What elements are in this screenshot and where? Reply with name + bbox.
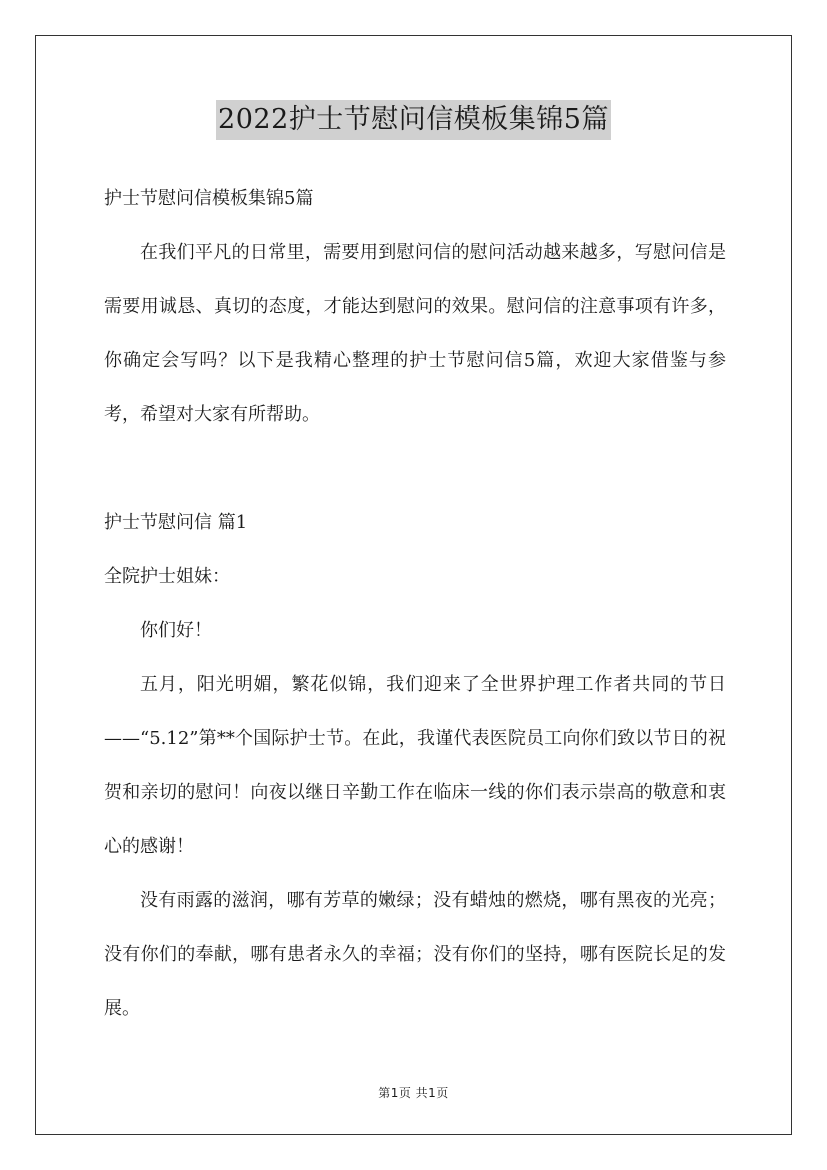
document-title: 2022护士节慰问信模板集锦5篇	[216, 100, 611, 140]
letter-greeting: 你们好！	[140, 620, 212, 641]
letter-salutation: 全院护士姐妹：	[104, 566, 230, 587]
section-heading: 护士节慰问信 篇1	[104, 512, 248, 533]
letter-paragraph: 没有雨露的滋润，哪有芳草的嫩绿；没有蜡烛的燃烧，哪有黑夜的光亮；没有你们的奉献，哪有患者永久的幸福；没有你们的坚持，哪有医院长足的发展。	[104, 890, 726, 1019]
section-spacer	[104, 442, 726, 496]
intro-paragraph: 在我们平凡的日常里，需要用到慰问信的慰问活动越来越多，写慰问信是需要用诚恳、真切的态度，才能达到慰问的效果。慰问信的注意事项有许多，你确定会写吗？以下是我精心整理的护士节慰问信5篇，欢迎大家借鉴与参考，希望对大家有所帮助。	[104, 242, 726, 425]
title-container	[0, 100, 827, 140]
document-body	[104, 172, 726, 1036]
document-subtitle: 护士节慰问信模板集锦5篇	[104, 188, 314, 209]
page-footer: 第1页 共1页	[378, 1086, 449, 1100]
letter-paragraph: 五月，阳光明媚，繁花似锦，我们迎来了全世界护理工作者共同的节日——“5.12”第**个国际护士节。在此，我谨代表医院员工向你们致以节日的祝贺和亲切的慰问！向夜以继日辛勤工作在临床一线的你们表示崇高的敬意和衷心的感谢！	[104, 674, 726, 857]
